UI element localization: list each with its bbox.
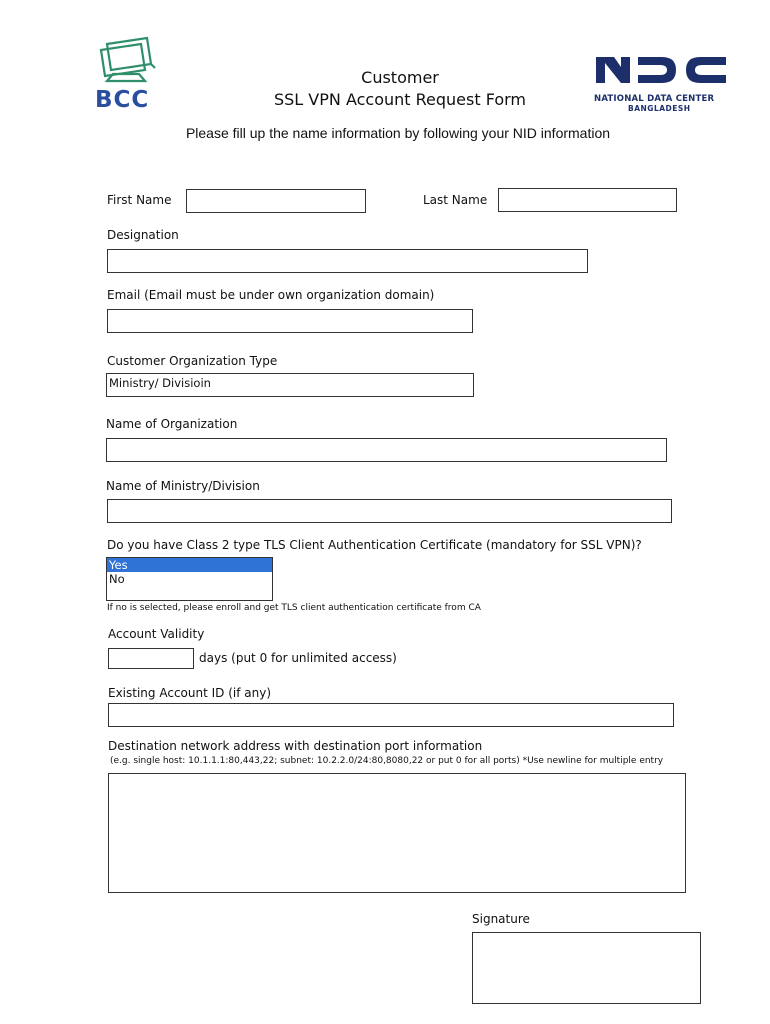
signature-box[interactable] — [472, 932, 701, 1004]
bcc-monitor-icon — [95, 34, 167, 84]
ministry-label: Name of Ministry/Division — [106, 479, 260, 493]
ndc-logo — [594, 55, 730, 115]
existing-id-field[interactable] — [108, 703, 674, 727]
cert-option-no[interactable]: No — [109, 572, 125, 586]
validity-label: Account Validity — [108, 627, 205, 641]
org-type-select[interactable] — [106, 373, 474, 397]
first-name-label: First Name — [107, 193, 172, 207]
last-name-field[interactable] — [498, 188, 677, 212]
validity-field[interactable] — [108, 648, 194, 669]
form-title-line1: Customer — [361, 68, 439, 87]
instruction-text: Please fill up the name information by following your NID information — [185, 125, 611, 141]
email-field[interactable] — [107, 309, 473, 333]
cert-question: Do you have Class 2 type TLS Client Authentication Certificate (mandatory for SSL VPN)? — [107, 538, 642, 552]
dest-note: (e.g. single host: 10.1.1.1:80,443,22; subnet: 10.2.2.0/24:80,8080,22 or put 0 for all ports) *Use newline for multiple entry — [110, 756, 664, 766]
cert-option-yes[interactable]: Yes — [107, 558, 272, 572]
form-title-line2: SSL VPN Account Request Form — [273, 90, 527, 109]
org-name-label: Name of Organization — [106, 417, 238, 431]
signature-label: Signature — [472, 912, 530, 926]
org-name-field[interactable] — [106, 438, 667, 462]
ndc-logo-mark — [594, 55, 728, 85]
bcc-logo — [95, 34, 167, 114]
validity-suffix: days (put 0 for unlimited access) — [199, 651, 397, 665]
org-type-label: Customer Organization Type — [107, 354, 278, 368]
ndc-line2: BANGLADESH — [628, 104, 691, 113]
ministry-field[interactable] — [107, 499, 672, 523]
existing-id-label: Existing Account ID (if any) — [108, 686, 272, 700]
bcc-logo-text: BCC — [95, 87, 150, 113]
designation-label: Designation — [107, 228, 179, 242]
dest-textarea[interactable] — [108, 773, 686, 893]
first-name-field[interactable] — [186, 189, 366, 213]
last-name-label: Last Name — [423, 193, 488, 207]
org-type-value: Ministry/ Divisioin — [109, 376, 211, 390]
ndc-line1: NATIONAL DATA CENTER — [594, 94, 715, 104]
designation-field[interactable] — [107, 249, 588, 273]
email-label: Email (Email must be under own organization domain) — [107, 288, 435, 302]
cert-listbox[interactable] — [106, 557, 273, 601]
dest-label: Destination network address with destination port information — [108, 739, 483, 753]
cert-note: If no is selected, please enroll and get TLS client authentication certificate from CA — [107, 603, 481, 613]
